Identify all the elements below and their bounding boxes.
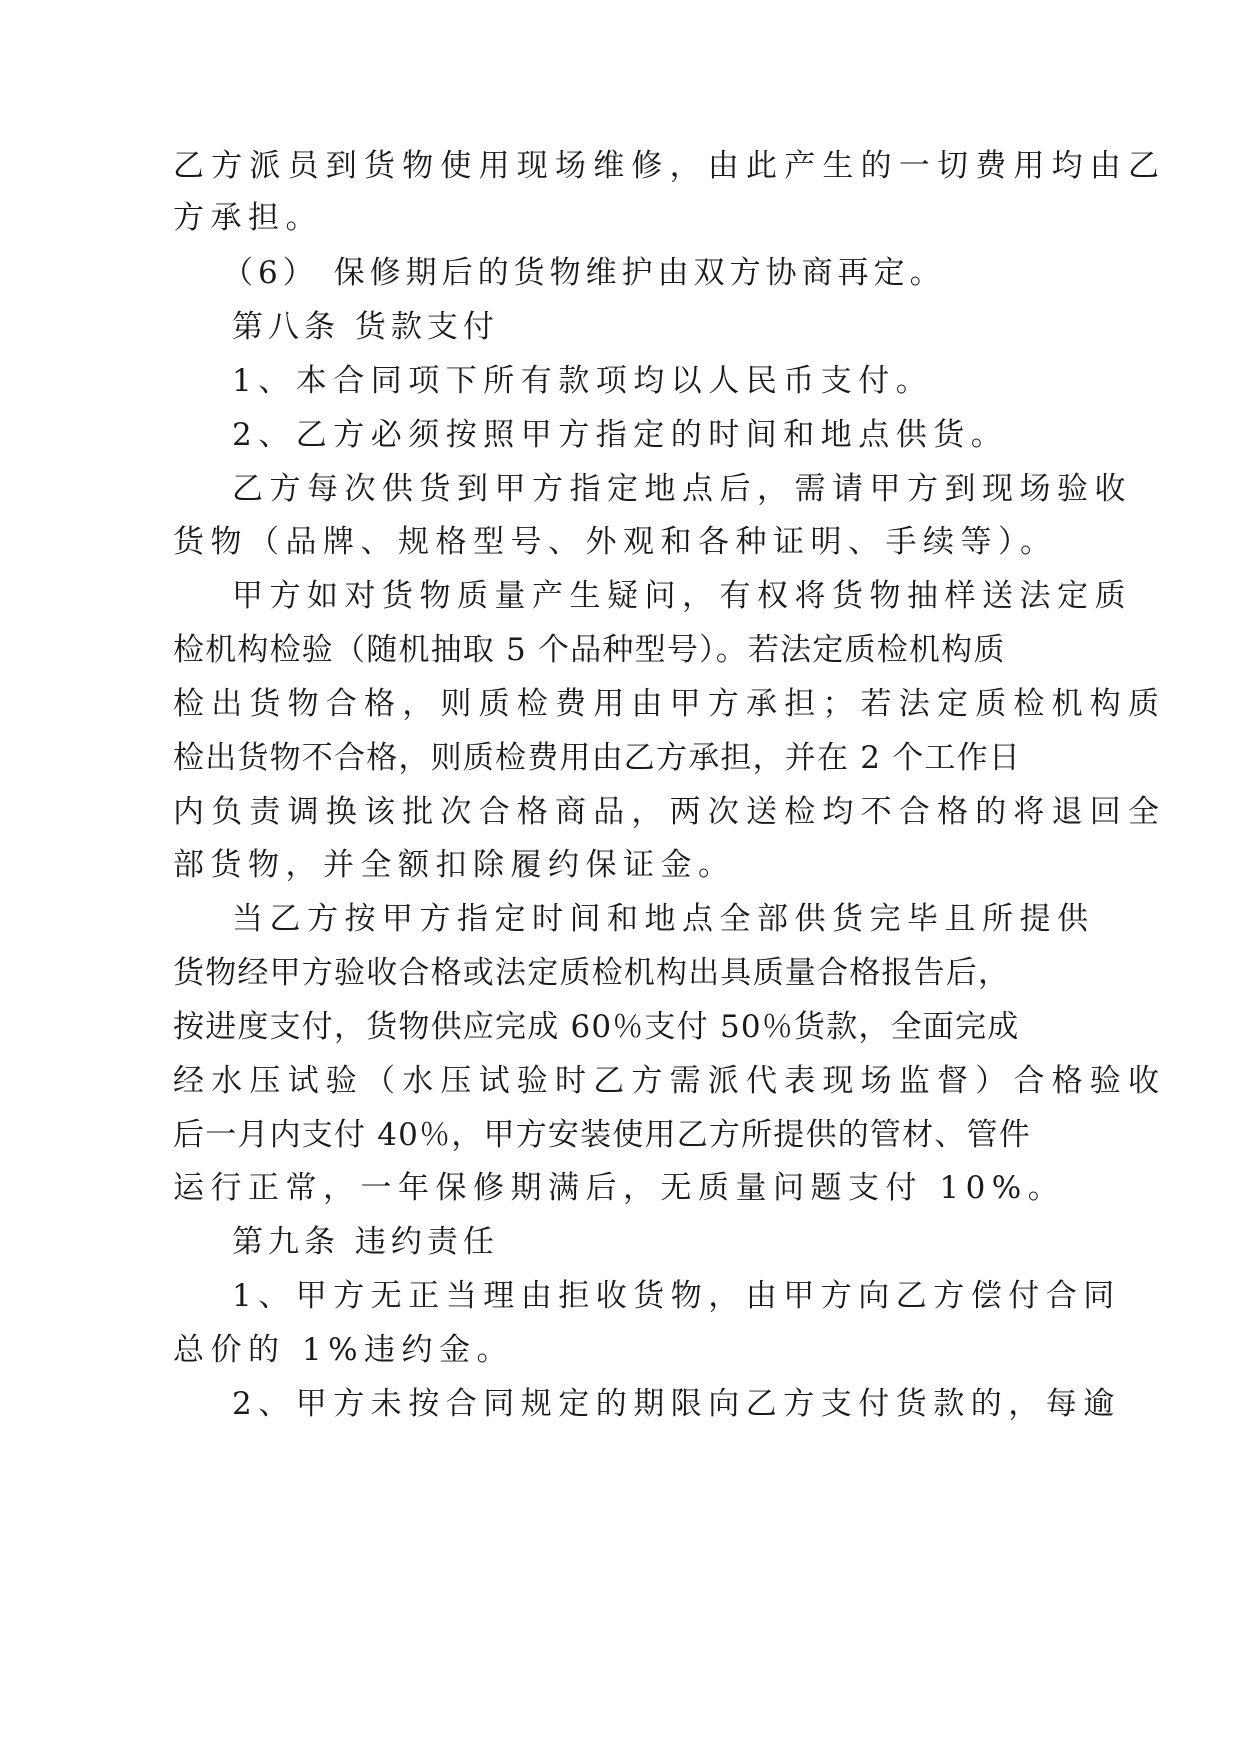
text-line: 运行正常，一年保修期满后，无质量问题支付 10%。 [173, 1170, 1066, 1206]
text-line: （6） 保修期后的货物维护由双方协商再定。 [222, 255, 946, 291]
section-heading: 第八条 货款支付 [232, 309, 499, 345]
text-line: 乙方派员到货物使用现场维修，由此产生的一切费用均由乙 [173, 148, 1167, 184]
text-line: 内负责调换该批次合格商品，两次送检均不合格的将退回全 [173, 794, 1167, 830]
text-line: 检出货物不合格，则质检费用由乙方承担，并在 2 个工作日 [173, 740, 1022, 776]
text-line: 检机构检验（随机抽取 5 个品种型号）。若法定质检机构质 [173, 632, 1006, 668]
text-line: 1、甲方无正当理由拒收货物，由甲方向乙方偿付合同 [232, 1278, 1121, 1314]
text-line: 2、甲方未按合同规定的期限向乙方支付货款的，每逾 [232, 1386, 1121, 1422]
text-line: 后一月内支付 40％，甲方安装使用乙方所提供的管材、管件 [173, 1117, 1031, 1153]
section-heading: 第九条 违约责任 [232, 1224, 499, 1260]
text-line: 当乙方按甲方指定时间和地点全部供货完毕且所提供 [232, 901, 1095, 937]
text-line: 甲方如对货物质量产生疑问，有权将货物抽样送法定质 [232, 578, 1132, 614]
text-line: 乙方每次供货到甲方指定地点后，需请甲方到现场验收 [232, 471, 1132, 507]
text-line: 货物经甲方验收合格或法定质检机构出具质量合格报告后， [173, 955, 1011, 991]
text-line: 检出货物合格，则质检费用由甲方承担；若法定质检机构质 [173, 686, 1167, 722]
text-line: 货物（品牌、规格型号、外观和各种证明、手续等）。 [173, 524, 1058, 560]
text-line: 方承担。 [173, 200, 323, 236]
text-line: 总价的 1%违约金。 [173, 1332, 515, 1368]
text-line: 2、乙方必须按照甲方指定的时间和地点供货。 [232, 417, 1009, 453]
text-line: 经水压试验（水压试验时乙方需派代表现场监督）合格验收 [173, 1063, 1167, 1099]
text-line: 部货物，并全额扣除履约保证金。 [173, 847, 736, 883]
text-line: 按进度支付，货物供应完成 60％支付 50％货款，全面完成 [173, 1009, 1020, 1045]
text-line: 1、本合同项下所有款项均以人民币支付。 [232, 363, 934, 399]
